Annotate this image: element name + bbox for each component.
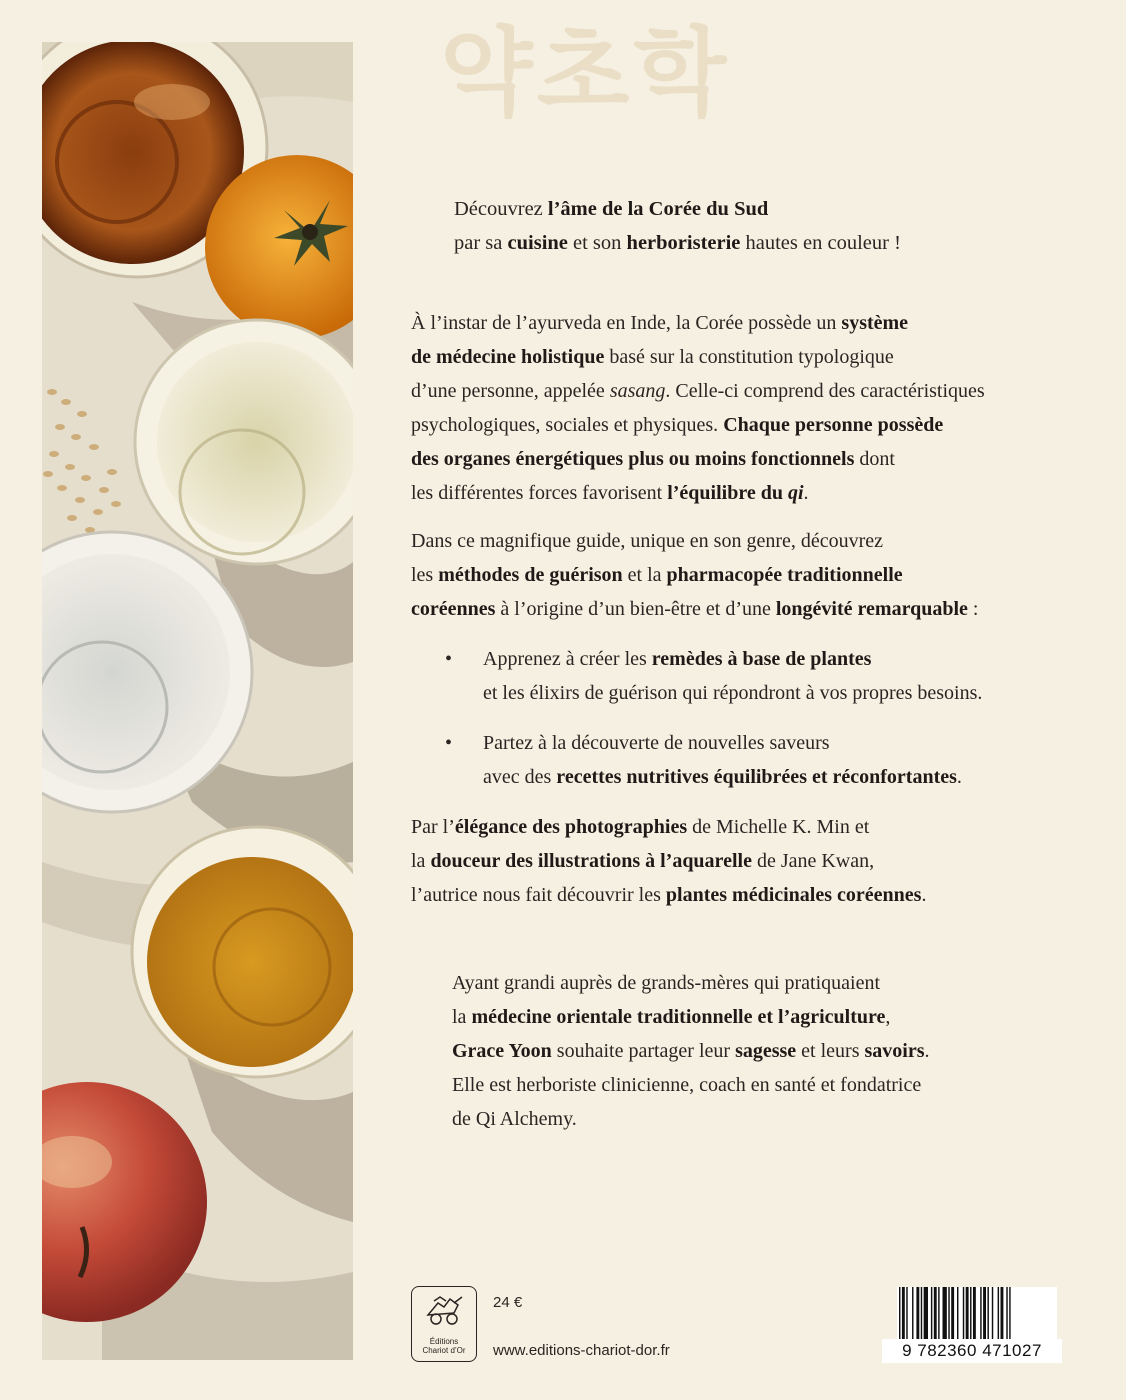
bold-text: longévité remarquable [775,598,968,620]
barcode-bar [912,1287,913,1339]
italic-text: sasang [609,380,666,402]
bold-text: pharmacopée traditionnelle [666,564,903,586]
text: la [452,1006,472,1028]
barcode-bar [934,1287,937,1339]
bold-text: douceur des illustrations à l’aquarelle [430,850,752,872]
barcode-bar [906,1287,907,1339]
bold-text: de médecine holistique [411,346,605,368]
barcode-bar [987,1287,988,1339]
tagline-text: et son [567,232,627,254]
text: . [803,482,809,504]
text: de Michelle K. Min et [687,816,870,838]
barcode-bar [963,1287,964,1339]
author-name: Grace Yoon [452,1040,552,1062]
barcode-bar [924,1287,928,1339]
logo-line-2: Chariot d’Or [422,1346,466,1355]
text: Apprenez à créer les [483,648,652,670]
barcode-bar [992,1287,993,1339]
price: 24 € [493,1294,523,1311]
author-bio [452,966,1092,1136]
barcode-bar [1001,1287,1004,1339]
text: . [956,766,962,788]
bold-text: remèdes à base de plantes [651,648,872,670]
text: Par l’ [411,816,455,838]
tagline [454,192,1054,260]
text: à l’origine d’un bien-être et d’une [495,598,776,620]
text: . [921,884,927,906]
tagline-bold: l’âme de la Corée du Sud [547,198,769,220]
bold-text: Chaque personne possède [723,414,944,436]
text: avec des [483,766,557,788]
tagline-bold: cuisine [507,232,568,254]
barcode-bar [921,1287,922,1339]
barcode-bar [980,1287,981,1339]
bold-text: des organes énergétiques plus ou moins fonctionnels [411,448,855,470]
barcode-bar [943,1287,947,1339]
text: dont [854,448,895,470]
barcode-bar [902,1287,905,1339]
bullet-recipes [411,726,1091,794]
text: À l’instar de l’ayurveda en Inde, la Corée possède un [411,312,842,334]
text: de Jane Kwan, [751,850,875,872]
barcode-bar [1006,1287,1007,1339]
bold-text: médecine orientale traditionnelle et l’agriculture [471,1006,886,1028]
text: psychologiques, sociales et physiques. [411,414,724,436]
bold-text: l’équilibre du [667,482,788,504]
cover-photo [42,42,353,1360]
barcode-bar [966,1287,969,1339]
bold-text: sagesse [735,1040,797,1062]
barcode [897,1287,1057,1339]
barcode-bar [938,1287,939,1339]
description [411,306,1091,912]
barcode-bar [983,1287,986,1339]
text: et la [622,564,667,586]
tagline-text: Découvrez [454,198,548,220]
text: les [411,564,439,586]
isbn-number: 9 782360 471027 [882,1339,1062,1363]
bold-text: système [841,312,909,334]
tagline-text: par sa [454,232,508,254]
italic-text: qi [787,482,804,504]
text: et les élixirs de guérison qui répondront à vos propres besoins. [483,682,983,704]
bold-text: coréennes [411,598,496,620]
barcode-bar [948,1287,949,1339]
bold-text: plantes médicinales coréennes [665,884,922,906]
bold-text: savoirs [864,1040,925,1062]
text: la [411,850,431,872]
bold-text [667,482,803,504]
tagline-line-2 [454,226,1054,260]
barcode-bar [957,1287,958,1339]
bold-text: méthodes de guérison [438,564,623,586]
text: . [924,1040,930,1062]
paragraph-credits [411,810,1091,912]
text: les différentes forces favorisent [411,482,668,504]
text: . Celle-ci comprend des caractéristiques [665,380,985,402]
barcode-bar [1009,1287,1010,1339]
tagline-line-1 [454,192,1054,226]
tagline-text: hautes en couleur ! [740,232,901,254]
barcode-bar [899,1287,900,1339]
publisher-website[interactable]: www.editions-chariot-dor.fr [493,1342,670,1359]
barcode-bar [970,1287,971,1339]
bullet-remedies [411,642,1091,710]
logo-line-1: Éditions [429,1337,459,1346]
text: : [967,598,979,620]
publisher-logo-text [412,1337,476,1355]
bullet-icon: • [445,732,453,754]
bullet-icon: • [445,648,453,670]
text: basé sur la constitution typologique [604,346,894,368]
text: et leurs [796,1040,865,1062]
publisher-logo [411,1286,477,1362]
tagline-bold: herboristerie [626,232,741,254]
text: Elle est herboriste clinicienne, coach en santé et fondatrice [452,1074,922,1096]
barcode-bar [951,1287,954,1339]
barcode-bar [998,1287,999,1339]
text: souhaite partager leur [551,1040,736,1062]
text: d’une personne, appelée [411,380,610,402]
barcode-bar [916,1287,919,1339]
text: Dans ce magnifique guide, unique en son genre, découvrez [411,530,884,552]
text: de Qi Alchemy. [452,1108,577,1130]
hangul-title: 약초학 [440,17,731,129]
bold-text: élégance des photographies [454,816,688,838]
text: Ayant grandi auprès de grands-mères qui pratiquaient [452,972,881,994]
paragraph-sasang [411,306,1091,510]
barcode-bar [973,1287,976,1339]
chariot-icon [424,1293,464,1327]
barcode-bar [931,1287,932,1339]
paragraph-guide [411,524,1091,626]
text: , [885,1006,891,1028]
text: l’autrice nous fait découvrir les [411,884,666,906]
bold-text: recettes nutritives équilibrées et réconfortantes [556,766,957,788]
text: Partez à la découverte de nouvelles saveurs [483,732,830,754]
